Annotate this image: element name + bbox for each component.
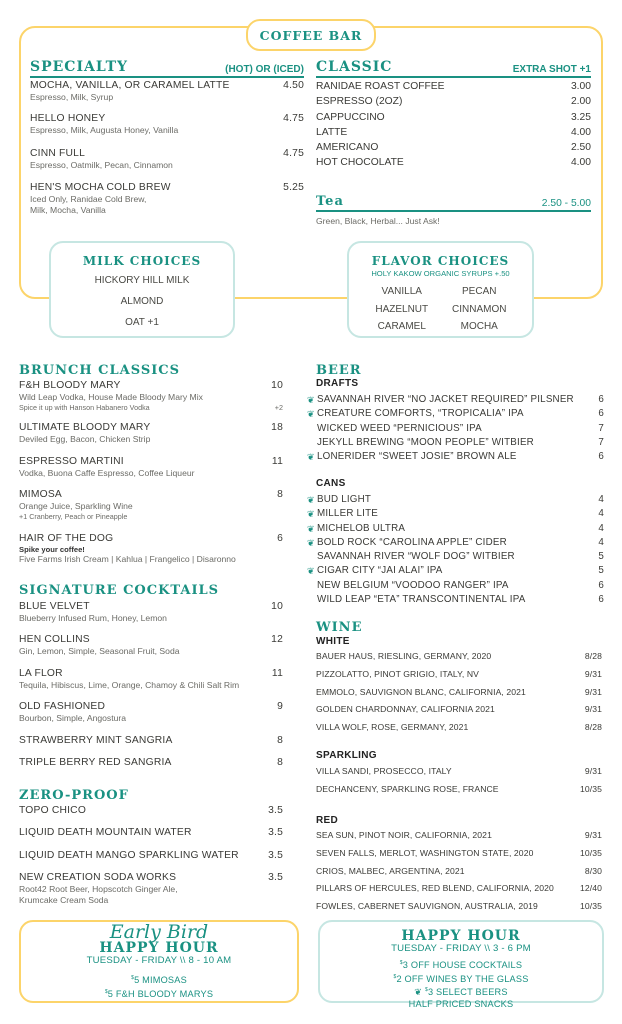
- beer-item: [307, 407, 604, 421]
- item-name: F&H BLOODY MARY: [19, 380, 121, 391]
- item-price: 18: [271, 422, 283, 433]
- item-desc: Blueberry Infused Rum, Honey, Lemon: [19, 613, 167, 623]
- item-tagline: Spike your coffee!: [19, 545, 85, 554]
- menu-item: [19, 701, 283, 724]
- tea-desc: Green, Black, Herbal... Just Ask!: [316, 216, 440, 226]
- beer-item: [307, 593, 604, 607]
- wine-item: [316, 666, 602, 684]
- milk-option: ALMOND: [120, 296, 164, 307]
- item-price: 10: [271, 380, 283, 391]
- menu-item: [30, 148, 304, 171]
- item-name: HEN COLLINS: [19, 634, 90, 645]
- item-desc: Five Farms Irish Cream | Kahlua | Frangelico | Disaronno: [19, 554, 236, 564]
- item-price: 6: [598, 579, 604, 591]
- tea-header: [316, 194, 591, 212]
- menu-item: [19, 380, 283, 412]
- item-price: 9/31: [584, 668, 602, 679]
- item-name: ESPRESSO MARTINI: [19, 456, 124, 467]
- item-price: 6: [277, 533, 283, 544]
- item-price: 6: [598, 408, 604, 420]
- item-price: 9/31: [584, 766, 602, 776]
- menu-item: [30, 113, 304, 136]
- wine-item: [316, 684, 602, 702]
- item-extra: +1 Cranberry, Peach or Pineapple: [19, 511, 128, 521]
- item-price: 4.50: [283, 80, 304, 91]
- flavor-option: CINNAMON: [452, 303, 507, 315]
- deal-line: [21, 987, 297, 1001]
- item-price: 6: [598, 594, 604, 606]
- menu-item: [30, 182, 304, 215]
- hen-icon: ❦: [307, 409, 315, 420]
- item-name: JEKYLL BREWING “MOON PEOPLE” WITBIER: [317, 436, 534, 448]
- dollar-sign: $: [104, 988, 108, 995]
- item-desc: Iced Only, Ranidae Cold Brew,: [30, 194, 147, 204]
- item-name: LA FLOR: [19, 668, 63, 679]
- menu-item: [19, 668, 283, 691]
- sparkling-wine-list: [316, 763, 602, 799]
- red-wine-list: [316, 827, 602, 916]
- item-name: CINN FULL: [30, 148, 86, 159]
- menu-item: [30, 80, 304, 103]
- specialty-title: SPECIALTY: [30, 59, 128, 75]
- flavor-option: VANILLA: [381, 286, 422, 297]
- item-name: NEW CREATION SODA WORKS: [19, 872, 177, 883]
- red-wine-subtitle: RED: [316, 815, 339, 826]
- coffee-bar-title: COFFEE BAR: [246, 19, 376, 51]
- deal-text: 2 OFF WINES BY THE GLASS: [396, 973, 529, 984]
- wine-item: [316, 845, 602, 863]
- hen-icon: ❦: [307, 495, 315, 505]
- menu-item: [316, 110, 591, 125]
- dollar-sign: $: [424, 987, 428, 993]
- specialty-note: (HOT) OR (ICED): [225, 64, 304, 75]
- wine-title: WINE: [316, 620, 363, 635]
- deal-text: 5 F&H BLOODY MARYS: [107, 988, 214, 999]
- item-price: 8/28: [584, 651, 602, 661]
- cans-subtitle: CANS: [316, 478, 346, 489]
- item-price: 6: [598, 394, 604, 405]
- item-price: 2.50: [570, 142, 591, 154]
- dollar-sign: $: [393, 973, 397, 980]
- item-name: ULTIMATE BLOODY MARY: [19, 422, 151, 433]
- flavor-option: HAZELNUT: [375, 303, 429, 315]
- item-name: HOT CHOCOLATE: [316, 157, 404, 169]
- item-desc: Orange Juice, Sparkling Wine: [19, 501, 133, 511]
- flavor-choices-subtitle: HOLY KAKOW ORGANIC SYRUPS +.50: [371, 269, 510, 278]
- milk-option: HICKORY HILL MILK: [94, 275, 190, 286]
- item-name: VILLA SANDI, PROSECCO, ITALY: [316, 766, 452, 776]
- item-price: 3.5: [268, 827, 283, 838]
- early-bird-box: [19, 920, 299, 1003]
- item-name: TRIPLE BERRY RED SANGRIA: [19, 757, 172, 768]
- item-name: SAVANNAH RIVER “WOLF DOG” WITBIER: [317, 551, 515, 563]
- happy-hour-schedule: TUESDAY - FRIDAY \\ 3 - 6 PM: [391, 943, 531, 954]
- item-name: LIQUID DEATH MANGO SPARKLING WATER: [19, 850, 239, 861]
- deal-text: HALF PRICED SNACKS: [408, 998, 514, 1009]
- item-price: 11: [271, 668, 283, 679]
- wine-item: [316, 763, 602, 781]
- item-price: 9/31: [584, 686, 602, 697]
- item-price: 10/35: [579, 901, 602, 912]
- early-bird-title: HAPPY HOUR: [99, 940, 219, 956]
- item-price: 10/35: [579, 847, 602, 858]
- hen-icon: ❦: [307, 566, 315, 577]
- menu-item: [19, 850, 283, 862]
- flavor-option: MOCHA: [460, 321, 498, 332]
- item-extra-price: +2: [274, 402, 283, 412]
- classic-note: EXTRA SHOT +1: [512, 64, 591, 75]
- item-price: 4.75: [283, 113, 304, 124]
- item-price: 4: [598, 522, 604, 534]
- item-price: 11: [271, 456, 283, 467]
- item-name: HEN'S MOCHA COLD BREW: [30, 182, 171, 193]
- item-name: SEVEN FALLS, MERLOT, WASHINGTON STATE, 2020: [316, 847, 534, 858]
- item-price: 4: [598, 536, 604, 548]
- beer-item: [307, 436, 604, 450]
- item-desc: Gin, Lemon, Simple, Seasonal Fruit, Soda: [19, 646, 180, 656]
- menu-item: [19, 634, 283, 657]
- cans-list: [307, 493, 604, 607]
- item-name: STRAWBERRY MINT SANGRIA: [19, 735, 173, 746]
- deal-line: [320, 972, 602, 986]
- item-price: 8: [277, 489, 283, 500]
- item-price: 3.5: [268, 805, 283, 816]
- item-price: 9/31: [584, 704, 602, 715]
- item-name: LONERIDER “SWEET JOSIE” BROWN ALE: [317, 451, 517, 463]
- item-price: 2.00: [570, 96, 591, 108]
- menu-item: [19, 757, 283, 769]
- beer-title: BEER: [316, 363, 362, 378]
- item-price: 12: [271, 634, 283, 645]
- hen-icon: ❦: [307, 509, 315, 520]
- item-name: GOLDEN CHARDONNAY, CALIFORNIA 2021: [316, 704, 495, 715]
- item-name: CIGAR CITY “JAI ALAI” IPA: [317, 565, 443, 577]
- flavor-option: PECAN: [462, 286, 497, 297]
- beer-item: [307, 393, 604, 407]
- cocktails-title: SIGNATURE COCKTAILS: [19, 583, 220, 598]
- item-name: AMERICANO: [316, 142, 379, 154]
- wine-item: [316, 898, 602, 916]
- early-bird-script: Early Bird: [109, 921, 209, 943]
- flavor-choices-box: [347, 241, 534, 338]
- item-name: BOLD ROCK “CAROLINA APPLE” CIDER: [317, 536, 507, 548]
- drafts-subtitle: DRAFTS: [316, 378, 359, 389]
- hen-icon: ❦: [307, 537, 315, 548]
- white-wine-subtitle: WHITE: [316, 636, 350, 647]
- item-name: OLD FASHIONED: [19, 701, 106, 712]
- beer-item: [307, 564, 604, 578]
- item-name: CAPPUCCINO: [316, 111, 385, 123]
- item-price: 10/35: [579, 783, 602, 794]
- tea-title: Tea: [316, 194, 344, 209]
- item-name: BUD LIGHT: [317, 494, 372, 505]
- milk-option: OAT +1: [125, 317, 159, 328]
- item-name: LIQUID DEATH MOUNTAIN WATER: [19, 827, 192, 838]
- item-desc: Espresso, Milk, Syrup: [30, 92, 114, 102]
- item-price: 9/31: [584, 830, 602, 840]
- item-price: 12/40: [579, 883, 602, 894]
- item-name: VILLA WOLF, ROSE, GERMANY, 2021: [316, 722, 469, 733]
- beer-item: [307, 507, 604, 521]
- item-name: DECHANCENY, SPARKLING ROSE, FRANCE: [316, 783, 499, 794]
- item-price: 3.5: [268, 872, 283, 883]
- item-price: 7: [598, 422, 604, 434]
- deal-line: [320, 999, 602, 1011]
- item-price: 4: [598, 508, 604, 520]
- early-bird-schedule: TUESDAY - FRIDAY \\ 8 - 10 AM: [86, 955, 232, 966]
- item-desc: Deviled Egg, Bacon, Chicken Strip: [19, 434, 151, 444]
- menu-item: [19, 827, 283, 839]
- item-name: EMMOLO, SAUVIGNON BLANC, CALIFORNIA, 2021: [316, 686, 526, 697]
- item-name: PILLARS OF HERCULES, RED BLEND, CALIFORNIA, 2020: [316, 883, 554, 894]
- item-price: 8: [277, 735, 283, 746]
- item-desc: Espresso, Milk, Augusta Honey, Vanilla: [30, 125, 179, 135]
- hen-icon: ❦: [307, 523, 315, 534]
- milk-choices-title: MILK CHOICES: [82, 254, 202, 268]
- deal-line: [320, 985, 602, 999]
- item-name: SEA SUN, PINOT NOIR, CALIFORNIA, 2021: [316, 830, 492, 840]
- wine-item: [316, 863, 602, 881]
- item-name: MIMOSA: [19, 489, 62, 500]
- flavor-choices-title: FLAVOR CHOICES: [371, 254, 510, 268]
- deal-text: 3 SELECT BEERS: [427, 987, 508, 997]
- dollar-sign: $: [399, 960, 403, 966]
- white-wine-list: [316, 648, 602, 737]
- menu-item: [19, 533, 283, 565]
- hen-icon: ❦: [414, 987, 423, 997]
- drafts-list: [307, 393, 604, 464]
- item-name: ESPRESSO (2OZ): [316, 96, 403, 108]
- beer-item: [307, 493, 604, 507]
- item-name: WILD LEAP “ETA” TRANSCONTINENTAL IPA: [317, 594, 526, 606]
- item-price: 7: [598, 436, 604, 448]
- menu-item: [316, 79, 591, 94]
- wine-item: [316, 827, 602, 845]
- happy-hour-title: HAPPY HOUR: [401, 928, 521, 944]
- menu-item: [316, 155, 591, 170]
- item-price: 8: [277, 757, 283, 768]
- item-desc: Wild Leap Vodka, House Made Bloody Mary Mix: [19, 392, 203, 402]
- item-name: RANIDAE ROAST COFFEE: [316, 81, 445, 92]
- item-price: 5: [598, 565, 604, 577]
- dollar-sign: $: [131, 975, 135, 981]
- beer-item: [307, 550, 604, 564]
- menu-item: [19, 422, 283, 445]
- zero-proof-title: ZERO-PROOF: [19, 788, 129, 803]
- happy-hour-box: [318, 920, 604, 1009]
- item-price: 3.5: [268, 850, 283, 861]
- item-desc: Krumcake Cream Soda: [19, 894, 109, 905]
- item-extra: Spice it up with Hanson Habanero Vodka: [19, 402, 150, 412]
- brunch-title: BRUNCH CLASSICS: [19, 363, 181, 378]
- deal-line: [21, 973, 297, 987]
- item-price: 3.25: [570, 111, 591, 123]
- hen-icon: ❦: [307, 395, 315, 405]
- item-name: FOWLES, CABERNET SAUVIGNON, AUSTRALIA, 2019: [316, 901, 538, 912]
- menu-item: [19, 489, 283, 521]
- item-price: 4: [598, 494, 604, 505]
- wine-item: [316, 880, 602, 898]
- classic-title: CLASSIC: [316, 59, 393, 75]
- item-desc: Espresso, Oatmilk, Pecan, Cinnamon: [30, 160, 173, 170]
- item-desc: Root42 Root Beer, Hopscotch Ginger Ale,: [19, 884, 178, 894]
- menu-item: [316, 140, 591, 155]
- item-desc: Milk, Mocha, Vanilla: [30, 204, 106, 215]
- item-price: 4.00: [570, 126, 591, 138]
- wine-item: [316, 648, 602, 666]
- item-name: MICHELOB ULTRA: [317, 522, 406, 534]
- item-name: LATTE: [316, 126, 348, 138]
- item-price: 10: [271, 601, 283, 612]
- menu-item: [19, 735, 283, 747]
- deal-line: [320, 958, 602, 972]
- item-name: BLUE VELVET: [19, 601, 90, 612]
- beer-item: [307, 522, 604, 536]
- menu-item: [316, 125, 591, 140]
- item-name: NEW BELGIUM “VOODOO RANGER” IPA: [317, 579, 509, 591]
- classic-list: [316, 79, 591, 171]
- menu-item: [19, 601, 283, 624]
- item-price: 4.00: [570, 157, 591, 169]
- sparkling-wine-subtitle: SPARKLING: [316, 750, 377, 761]
- item-name: HELLO HONEY: [30, 113, 106, 124]
- beer-item: [307, 579, 604, 593]
- item-price: 5: [598, 551, 604, 563]
- menu-item: [19, 872, 283, 905]
- item-desc: Vodka, Buona Caffe Espresso, Coffee Liqueur: [19, 468, 195, 478]
- item-name: TOPO CHICO: [19, 805, 87, 816]
- item-name: HAIR OF THE DOG: [19, 533, 114, 544]
- item-name: BAUER HAUS, RIESLING, GERMANY, 2020: [316, 651, 492, 661]
- beer-item: [307, 450, 604, 464]
- beer-item: [307, 422, 604, 436]
- deal-text: 5 MIMOSAS: [134, 975, 187, 985]
- item-price: 3.00: [570, 81, 591, 92]
- classic-header: [316, 59, 591, 78]
- item-name: WICKED WEED “PERNICIOUS” IPA: [317, 422, 482, 434]
- tea-price: 2.50 - 5.00: [541, 198, 591, 209]
- wine-item: [316, 701, 602, 719]
- wine-item: [316, 781, 602, 799]
- item-name: PIZZOLATTO, PINOT GRIGIO, ITALY, NV: [316, 668, 479, 679]
- item-name: CRIOS, MALBEC, ARGENTINA, 2021: [316, 865, 465, 876]
- item-name: MOCHA, VANILLA, OR CARAMEL LATTE: [30, 80, 230, 91]
- item-name: SAVANNAH RIVER “NO JACKET REQUIRED” PILSNER: [317, 394, 574, 405]
- wine-item: [316, 719, 602, 737]
- menu-item: [19, 805, 283, 817]
- item-price: 4.75: [283, 148, 304, 159]
- item-name: CREATURE COMFORTS, “TROPICALIA” IPA: [317, 408, 524, 420]
- menu-item: [19, 456, 283, 479]
- item-desc: Bourbon, Simple, Angostura: [19, 713, 127, 723]
- hen-icon: ❦: [307, 452, 315, 463]
- item-name: MILLER LITE: [317, 508, 379, 520]
- item-price: 8/28: [584, 722, 602, 733]
- milk-choices-box: [49, 241, 235, 338]
- beer-item: [307, 536, 604, 550]
- item-price: 8/30: [584, 865, 602, 876]
- item-price: 5.25: [283, 182, 304, 193]
- item-desc: Tequila, Hibiscus, Lime, Orange, Chamoy & Chili Salt Rim: [19, 680, 240, 690]
- item-price: 6: [598, 451, 604, 463]
- menu-item: [316, 94, 591, 109]
- specialty-header: [30, 59, 304, 78]
- item-price: 9: [277, 701, 283, 712]
- flavor-option: CARAMEL: [377, 321, 426, 332]
- deal-text: 3 OFF HOUSE COCKTAILS: [402, 960, 523, 970]
